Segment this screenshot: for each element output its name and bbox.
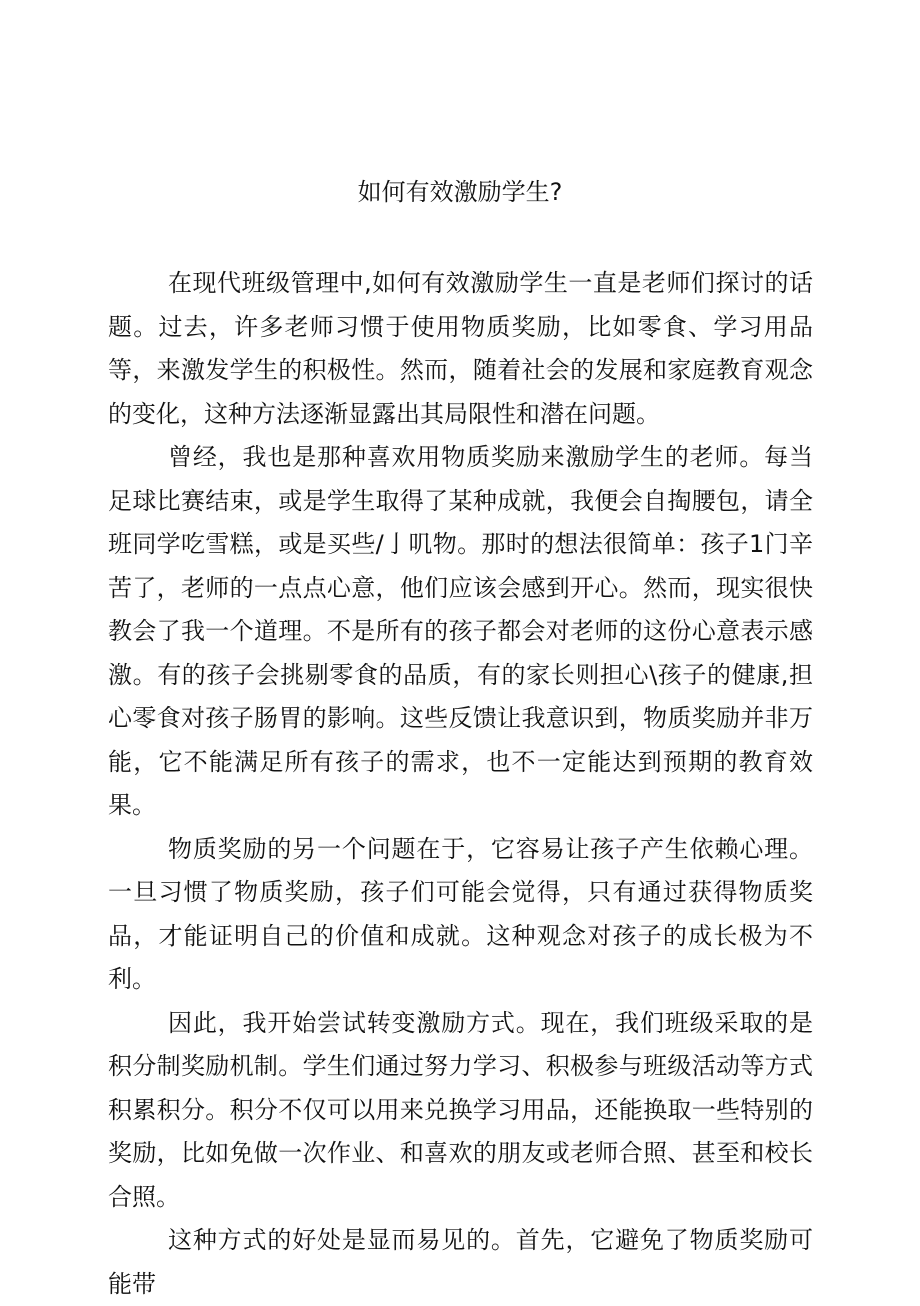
paragraph-4: 因此，我开始尝试转变激励方式。现在，我们班级采取的是积分制奖励机制。学生们通过努力学习、积极参与班级活动等方式积累积分。积分不仅可以用来兑换学习用品，还能换取一些特别的奖励，比如免做一次作业、和喜欢的朋友或老师合照、甚至和校长合照。 xyxy=(108,1008,813,1211)
document-title: 如何有效激励学生? xyxy=(357,178,563,206)
paragraph-5: 这种方式的好处是显而易见的。首先，它避免了物质奖励可能带 xyxy=(108,1226,813,1298)
paragraph-1: 在现代班级管理中,如何有效激励学生一直是老师们探讨的话题。过去，许多老师习惯于使用物质奖励，比如零食、学习用品等，来激发学生的积极性。然而，随着社会的发展和家庭教育观念的变化，这种方法逐渐显露出其局限性和潜在问题。 xyxy=(108,269,813,428)
paragraph-2: 曾经，我也是那种喜欢用物质奖励来激励学生的老师。每当足球比赛结束，或是学生取得了某种成就，我便会自掏腰包，请全班同学吃雪糕，或是买些/亅叽物。那时的想法很简单：孩子1门辛苦了，老师的一点点心意，他们应该会感到开心。然而，现实很快教会了我一个道理。不是所有的孩子都会对老师的这份心意表示感激。有的孩子会挑剔零食的品质，有的家长则担心\孩子的健康,担心零食对孩子肠胃的影响。这些反馈让我意识到，物质奖励并非万能，它不能满足所有孩子的需求，也不一定能达到预期的教育效果。 xyxy=(108,443,813,819)
paragraph-3: 物质奖励的另一个问题在于，它容易让孩子产生依赖心理。一旦习惯了物质奖励，孩子们可能会觉得，只有通过获得物质奖品，才能证明自己的价值和成就。这种观念对孩子的成长极为不利。 xyxy=(108,834,813,993)
document-body xyxy=(108,262,813,1306)
